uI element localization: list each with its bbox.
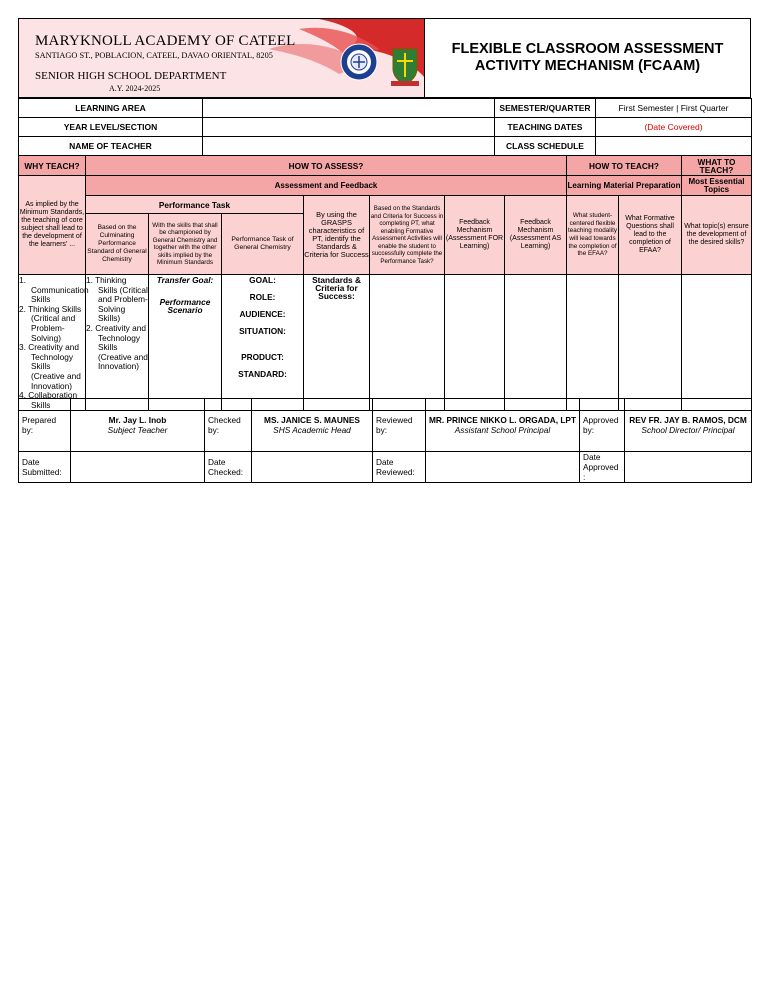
date-approved-label: Date Approved : (580, 452, 625, 483)
checked-by-label: Checked by: (205, 399, 252, 452)
reviewed-by-cell (426, 399, 580, 452)
why-teach-header: WHY TEACH? (19, 156, 86, 176)
grasps-desc: By using the GRASPS characteristics of PT, identify the Standards & Criteria for Success (304, 196, 370, 275)
modality-field[interactable] (567, 275, 619, 411)
year-level-field[interactable] (203, 118, 495, 137)
date-submitted-field[interactable] (71, 452, 205, 483)
date-approved-field[interactable] (625, 452, 752, 483)
school-banner (18, 18, 425, 98)
list-item: 1. Thinking Skills (Critical and Problem-Solving Skills) (86, 275, 148, 324)
feedback-as-field[interactable] (505, 275, 567, 411)
reviewed-role: Assistant School Principal (454, 425, 551, 435)
transfer-goal-label: Transfer Goal: (156, 275, 214, 285)
how-to-assess-header: HOW TO ASSESS? (86, 156, 567, 176)
school-name: MARYKNOLL ACADEMY OF CATEEL (35, 33, 296, 49)
prepared-role: Subject Teacher (107, 425, 168, 435)
formative-activities-desc: Based on the Standards and Criteria for Success in completing PT, what enabling Formative Assessment Activities will enable the student to successfully complete the Performance Task? (370, 196, 445, 275)
pt-skills-desc: With the skills that shall be championed by General Chemistry and together with the other skills implied by the Minimum Standards (149, 214, 222, 275)
checked-by-cell (252, 399, 373, 452)
semester-label: SEMESTER/QUARTER (495, 99, 596, 118)
date-reviewed-field[interactable] (426, 452, 580, 483)
what-to-teach-header: WHAT TO TEACH? (682, 156, 752, 176)
reviewed-by-label: Reviewed by: (373, 399, 426, 452)
pt-skills-cell (86, 275, 149, 411)
role-label: ROLE: (249, 292, 276, 302)
prepared-by-cell (71, 399, 205, 452)
approved-by-label: Approved by: (580, 399, 625, 452)
approved-role: School Director/ Principal (641, 425, 735, 435)
approved-by-cell (625, 399, 752, 452)
performance-scenario-label: Performance Scenario (159, 297, 211, 315)
prepared-by-label: Prepared by: (19, 399, 71, 452)
school-address: SANTIAGO ST., POBLACION, CATEEL, DAVAO ORIENTAL, 8205 (35, 51, 273, 60)
pt-standard-desc: Based on the Culminating Performance Standard of General Chemistry (86, 214, 149, 275)
pt-skills-list (86, 275, 148, 372)
goal-label: GOAL: (249, 275, 276, 285)
date-checked-label: Date Checked: (205, 452, 252, 483)
assessment-grid (18, 155, 752, 411)
prepared-name: Mr. Jay L. Inob (108, 415, 167, 425)
info-table (18, 98, 752, 156)
teacher-label: NAME OF TEACHER (19, 137, 203, 156)
signature-table (18, 398, 752, 483)
questions-field[interactable] (619, 275, 682, 411)
skills-list (19, 275, 89, 410)
learning-material-header: Learning Material Preparation (567, 176, 682, 196)
list-item: 2. Thinking Skills (Critical and Problem-Solving) (19, 303, 82, 343)
assessment-feedback-header: Assessment and Feedback (86, 176, 567, 196)
checked-role: SHS Academic Head (273, 425, 351, 435)
how-to-teach-header: HOW TO TEACH? (567, 156, 682, 176)
pt-task-desc: Performance Task of General Chemistry (222, 214, 304, 275)
topics-desc: What topic(s) ensure the development of the desired skills? (682, 196, 752, 275)
list-item: 4. Collaboration Skills (19, 390, 78, 410)
class-schedule-label: CLASS SCHEDULE (495, 137, 596, 156)
reviewed-name: MR. PRINCE NIKKO L. ORGADA, LPT (428, 415, 577, 425)
date-submitted-label: Date Submitted: (19, 452, 71, 483)
list-item: 3. Creativity and Technology Skills (Creative and Innovation) (19, 342, 81, 391)
feedback-as-learning-desc: Feedback Mechanism (Assessment AS Learning) (505, 196, 567, 275)
date-checked-field[interactable] (252, 452, 373, 483)
year-level-label: YEAR LEVEL/SECTION (19, 118, 203, 137)
transfer-goal-cell (149, 275, 222, 411)
form-title: FLEXIBLE CLASSROOM ASSESSMENT ACTIVITY MECHANISM (FCAAM) (424, 18, 751, 98)
department-name: SENIOR HIGH SCHOOL DEPARTMENT (35, 70, 227, 82)
product-label: PRODUCT: (241, 352, 284, 362)
semester-field[interactable]: First Semester | First Quarter (596, 99, 752, 118)
diocese-crest-icon (387, 45, 423, 89)
teacher-field[interactable] (203, 137, 495, 156)
essential-topics-header: Most Essential Topics (682, 176, 752, 196)
learning-area-field[interactable] (203, 99, 495, 118)
learning-area-label: LEARNING AREA (19, 99, 203, 118)
class-schedule-field[interactable] (596, 137, 752, 156)
teaching-dates-field[interactable]: (Date Covered) (596, 118, 752, 137)
school-seal-icon (340, 43, 378, 81)
list-item: 1. Communication Skills (19, 275, 89, 305)
skills-cell (19, 275, 89, 411)
academic-year: A.Y. 2024-2025 (109, 84, 161, 93)
standard-label: STANDARD: (238, 369, 287, 379)
situation-label: SITUATION: (239, 326, 286, 336)
teaching-modality-desc: What student-centered flexible teaching modality will lead towards the completion of the EFAA? (567, 196, 619, 275)
performance-task-header: Performance Task (86, 196, 304, 214)
why-teach-desc: As implied by the Minimum Standards, the teaching of core subject shall lead to the development of the learners' ... (19, 176, 86, 275)
list-item: 2. Creativity and Technology Skills (Creative and Innovation) (86, 322, 148, 372)
standards-criteria-cell[interactable] (304, 275, 370, 411)
grasps-cell (222, 275, 304, 411)
date-reviewed-label: Date Reviewed: (373, 452, 426, 483)
formative-activities-field[interactable] (370, 275, 445, 411)
audience-label: AUDIENCE: (239, 309, 286, 319)
teaching-dates-label: TEACHING DATES (495, 118, 596, 137)
approved-name: REV FR. JAY B. RAMOS, DCM (629, 415, 747, 425)
standards-criteria-label: Standards & Criteria for Success: (312, 275, 361, 301)
feedback-for-field[interactable] (445, 275, 505, 411)
formative-questions-desc: What Formative Questions shall lead to the completion of EFAA? (619, 196, 682, 275)
checked-name: MS. JANICE S. MAUNES (264, 415, 360, 425)
topics-field[interactable] (682, 275, 752, 411)
feedback-for-learning-desc: Feedback Mechanism (Assessment FOR Learning) (445, 196, 505, 275)
